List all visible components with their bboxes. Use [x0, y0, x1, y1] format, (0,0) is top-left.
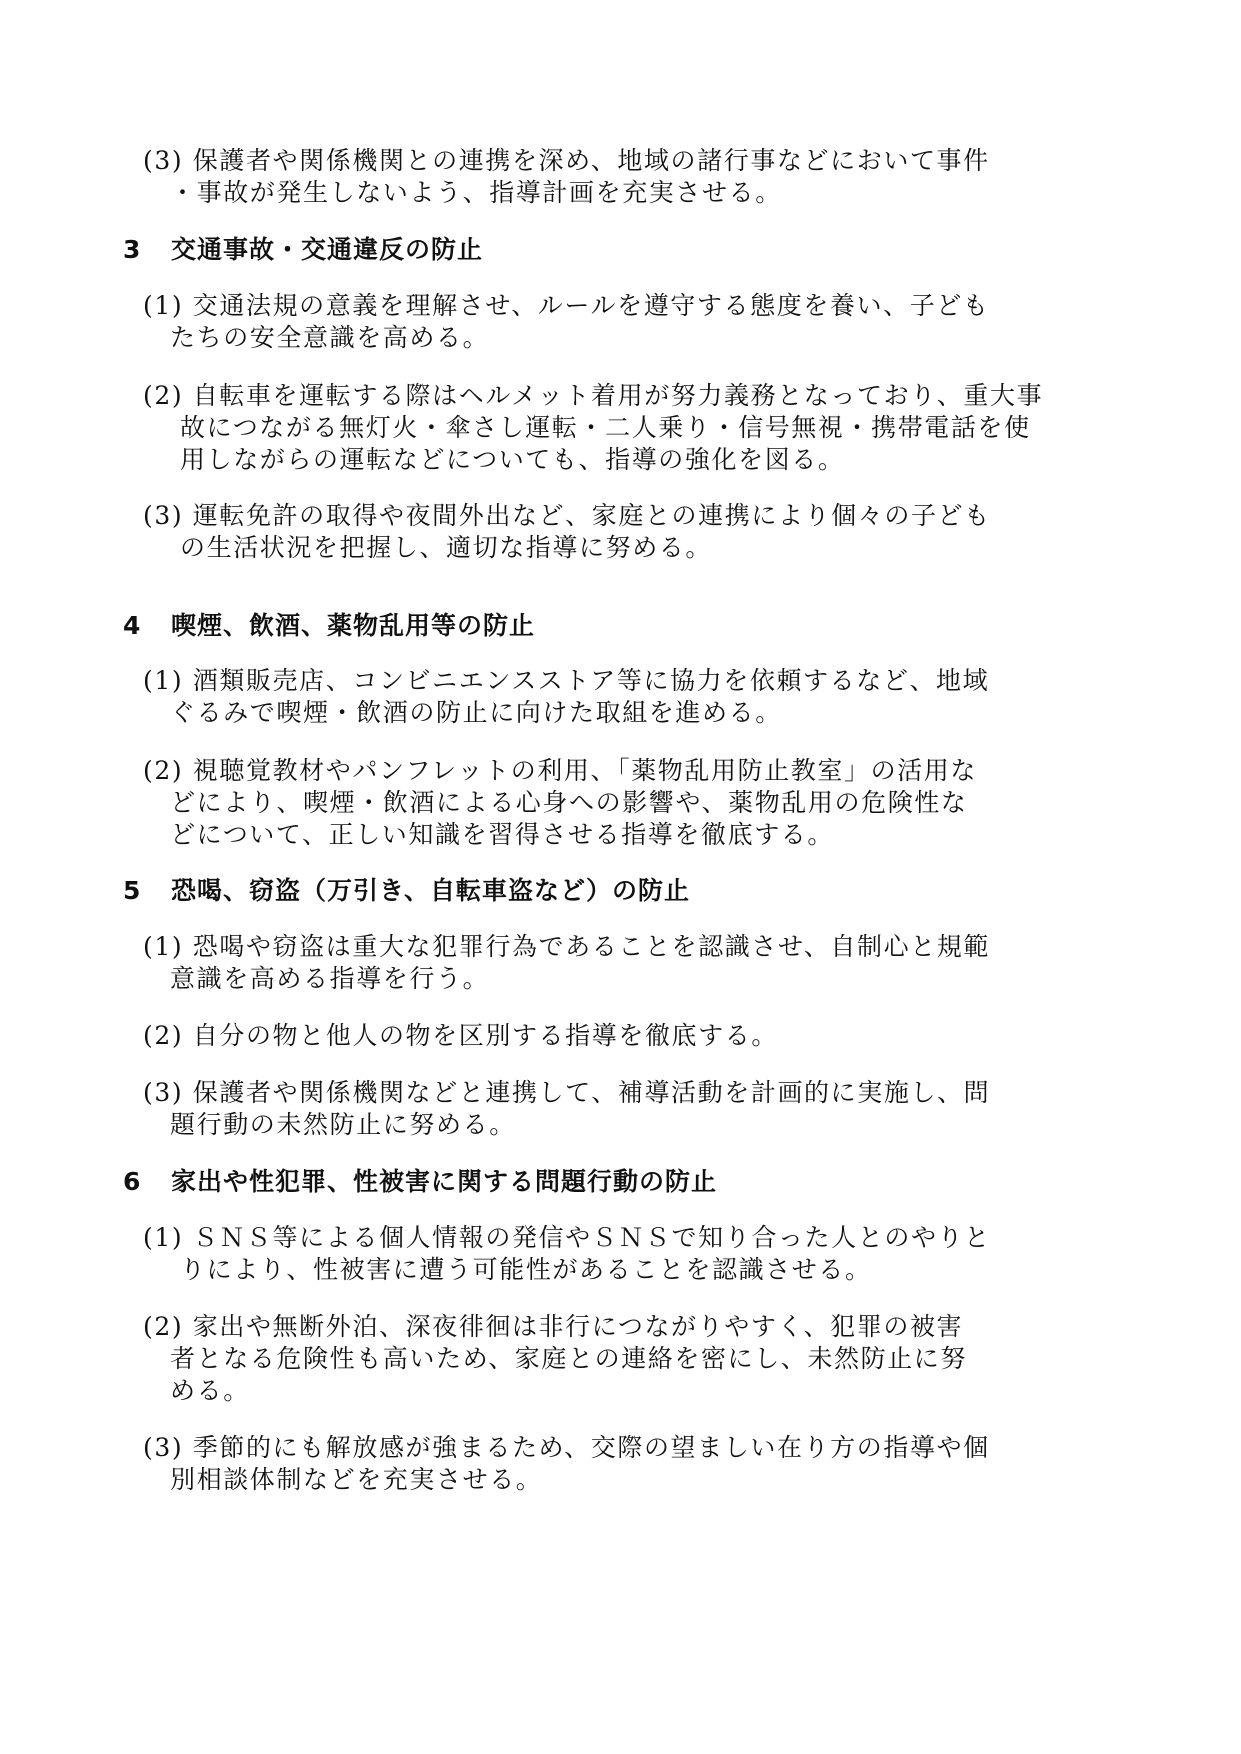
- item-line: 故につながる無灯火・傘さし運転・二人乗り・信号無視・携帯電話を使: [180, 413, 1031, 442]
- item-line: (1) ＳＮＳ等による個人情報の発信やＳＮＳで知り合った人とのやりと: [143, 1223, 991, 1252]
- section-title: 恐喝、窃盗（万引き、自転車盗など）の防止: [171, 876, 691, 905]
- item-line: たちの安全意識を高める。: [170, 323, 490, 352]
- section-heading: [123, 234, 483, 266]
- section-number: 4: [123, 611, 142, 640]
- item-line: (2) 自転車を運転する際はヘルメット着用が努力義務となっており、重大事: [143, 381, 1044, 410]
- section-title: 喫煙、飲酒、薬物乱用等の防止: [171, 611, 536, 640]
- item-line: 題行動の未然防止に努める。: [170, 1110, 516, 1139]
- section-title: 交通事故・交通違反の防止: [171, 235, 484, 264]
- item-line: ・事故が発生しないよう、指導計画を充実させる。: [170, 178, 782, 207]
- item-line: (3) 保護者や関係機関との連携を深め、地域の諸行事などにおいて事件: [143, 146, 990, 175]
- item-line: どにより、喫煙・飲酒による心身への影響や、薬物乱用の危険性な: [170, 788, 968, 817]
- item-line: (2) 視聴覚教材やパンフレットの利用、「薬物乱用防止教室」の活用な: [143, 756, 978, 785]
- item-line: める。: [170, 1376, 250, 1405]
- item-line: 者となる危険性も高いため、家庭との連絡を密にし、未然防止に努: [170, 1344, 968, 1373]
- section-heading: [123, 875, 690, 907]
- item-line: (3) 季節的にも解放感が強まるため、交際の望ましい在り方の指導や個: [143, 1433, 990, 1462]
- item-line: ぐるみで喫煙・飲酒の防止に向けた取組を進める。: [170, 698, 782, 727]
- item-line: 意識を高める指導を行う。: [170, 964, 490, 993]
- section-heading: [123, 1166, 717, 1198]
- item-line: 用しながらの運転などについても、指導の強化を図る。: [180, 445, 845, 474]
- section-number: 6: [123, 1167, 142, 1196]
- item-line: りにより、性被害に遭う可能性があることを認識させる。: [180, 1255, 872, 1284]
- item-line: (1) 恐喝や窃盗は重大な犯罪行為であることを認識させ、自制心と規範: [143, 932, 991, 961]
- item-line: (3) 保護者や関係機関などと連携して、補導活動を計画的に実施し、問: [143, 1078, 991, 1107]
- section-number: 3: [123, 235, 142, 264]
- item-line: どについて、正しい知識を習得させる指導を徹底する。: [170, 820, 835, 849]
- item-line: (1) 交通法規の意義を理解させ、ルールを遵守する態度を養い、子ども: [143, 291, 990, 320]
- item-line: (2) 家出や無断外泊、深夜徘徊は非行につながりやすく、犯罪の被害: [143, 1312, 964, 1341]
- item-line: (2) 自分の物と他人の物を区別する指導を徹底する。: [143, 1021, 778, 1050]
- item-line: (3) 運転免許の取得や夜間外出など、家庭との連携により個々の子ども: [143, 501, 991, 530]
- section-title: 家出や性犯罪、性被害に関する問題行動の防止: [171, 1167, 718, 1196]
- item-line: (1) 酒類販売店、コンビニエンスストア等に協力を依頼するなど、地域: [143, 666, 990, 695]
- section-number: 5: [123, 876, 142, 905]
- section-heading: [123, 610, 535, 642]
- item-line: の生活状況を把握し、適切な指導に努める。: [180, 533, 713, 562]
- item-line: 別相談体制などを充実させる。: [170, 1465, 543, 1494]
